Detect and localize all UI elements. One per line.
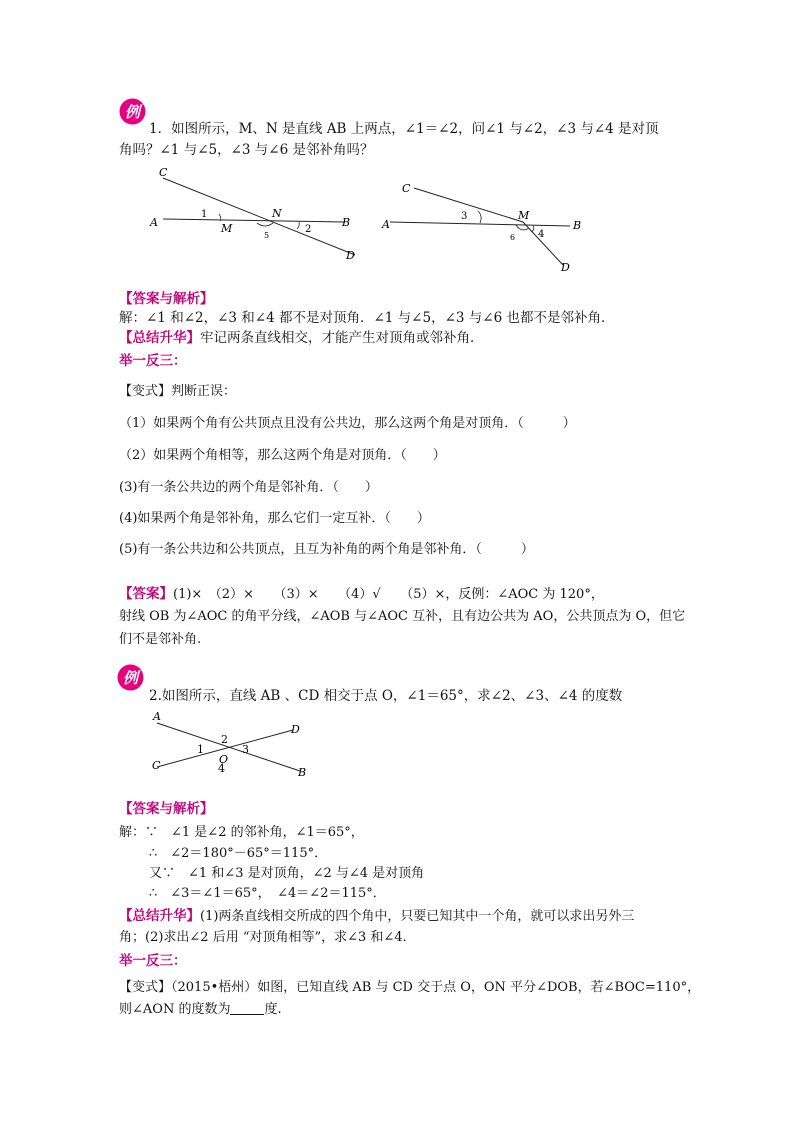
fig2-label-d: D (561, 261, 570, 274)
ex2-question: 2.如图所示，直线 AB 、CD 相交于点 O，∠1＝65°，求∠2、∠3、∠4 的度数 (149, 688, 623, 704)
ex2-variant-line1 (119, 978, 700, 998)
line-cd (163, 178, 355, 255)
ex1-summary-tag: 【总结升华】 (119, 330, 200, 346)
fig2-angle-4: 4 (538, 229, 545, 240)
ex2-label-d: D (291, 723, 300, 736)
ex2-label-c: C (152, 759, 161, 772)
ex1-answer-heading: 【答案与解析】 (119, 291, 214, 307)
ex1-item-1: （1）如果两个角有公共顶点且没有公共边，那么这两个角是对顶角．（ ） (119, 416, 576, 431)
badge-char-2: 例 (122, 669, 139, 687)
fig2-angle-3: 3 (461, 211, 468, 222)
ex1-item-2: （2）如果两个角相等，那么这两个角是对顶角．（ ） (119, 448, 446, 463)
fig2-label-c: C (402, 182, 411, 195)
fig1-label-b: B (342, 216, 351, 229)
ex1-variants-heading: 举一反三： (119, 353, 187, 369)
fig1-label-m: M (221, 222, 233, 235)
ex2-variant-line2 (119, 1000, 282, 1020)
ex2-summary-tag: 【总结升华】 (119, 908, 200, 924)
fig1-label-n: N (272, 207, 282, 220)
ex2-variant-line2-b: 度. (264, 1002, 282, 1017)
fig1-label-a: A (150, 216, 158, 229)
fig2-label-a: A (382, 218, 390, 231)
ex1-summary (119, 328, 484, 348)
ex2-label-o: O (219, 753, 229, 766)
ex1-answer2-line2: 射线 OB 为∠AOC 的角平分线，∠AOB 与∠AOC 互补，且有边公共为 AO，公共顶点为 O，但它 (119, 609, 686, 624)
fig1-label-c: C (159, 166, 168, 179)
example-badge-icon-2 (117, 664, 144, 691)
ex2-label-b: B (298, 766, 307, 779)
ex1-figure-right (378, 178, 588, 278)
ex2-summary-line1 (119, 906, 634, 927)
ex1-variant-title (119, 382, 236, 402)
ex1-item-3: (3)有一条公共边的两个角是邻补角．（ ） (119, 480, 378, 495)
ex2-label-a: A (153, 710, 161, 723)
ex2-variants-heading: 举一反三： (119, 953, 187, 969)
ex2-sol-4: ∴ ∠3＝∠1＝65°， ∠4＝∠2＝115°． (149, 886, 386, 901)
ex1-answer2-line3: 们不是邻补角. (119, 632, 202, 647)
ex1-question-line2: 角吗？∠1 与∠5，∠3 与∠6 是邻补角吗？ (119, 142, 374, 158)
line-ab (163, 219, 345, 222)
fig2-label-m: M (518, 209, 530, 222)
badge-char: 例 (124, 103, 141, 121)
fig1-angle-2: 2 (305, 224, 312, 235)
ex2-angle-2: 2 (221, 733, 228, 746)
ex1-answer2-line1 (119, 584, 604, 605)
line-cm (414, 188, 523, 222)
example-badge-icon (119, 98, 146, 125)
ex2-summary-line1-text: (1)两条直线相交所成的四个角中，只要已知其中一个角，就可以求出另外三 (200, 909, 635, 924)
ex2-sol-2: ∴ ∠2＝180°－65°＝115°． (149, 846, 328, 861)
ex2-sol-1: 解：∵ ∠1 是∠2 的邻补角，∠1＝65°， (119, 825, 364, 840)
fig1-angle-1: 1 (201, 209, 208, 220)
example-badge (119, 98, 146, 125)
ex1-question-line1: 1．如图所示，M、N 是直线 AB 上两点，∠1＝∠2，问∠1 与∠2，∠3 与∠4 是对顶 (149, 121, 659, 137)
fig2-label-b: B (573, 219, 582, 232)
ex1-summary-text: 牢记两条直线相交，才能产生对顶角或邻补角． (200, 330, 484, 346)
ex2-angle-1: 1 (197, 743, 204, 756)
example-badge-2 (117, 664, 144, 691)
ex1-answer: 解：∠1 和∠2，∠3 和∠4 都不是对顶角．∠1 与∠5，∠3 与∠6 也都不是邻补角． (119, 310, 615, 326)
ex1-answer2-line1-text: (1)× （2）× （3）× （4）√ （5）×，反例：∠AOC 为 120°， (173, 587, 604, 602)
ex1-item-5: (5)有一条公共边和公共顶点，且互为补角的两个角是邻补角．（ ） (119, 542, 534, 557)
fig2-angle-6: 6 (510, 233, 516, 242)
ex2-summary-line2: 角；(2)求出∠2 后用 “对顶角相等”，求∠3 和∠4． (119, 930, 416, 945)
ex1-variant-tag: 【变式】 (119, 384, 172, 399)
ex1-item-4: (4)如果两个角是邻补角，那么它们一定互补．（ ） (119, 511, 430, 526)
ex2-variant-line1-text: （2015•梧州）如图，已知直线 AB 与 CD 交于点 O，ON 平分∠DOB，若∠BOC=110°， (171, 980, 701, 995)
ex1-figure-left (145, 163, 360, 263)
fig1-label-d: D (346, 249, 355, 262)
ex2-variant-line2-a: 则∠AON 的度数为 (119, 1002, 231, 1017)
ex1-answer2-tag: 【答案】 (119, 586, 173, 602)
ex2-sol-3: 又∵ ∠1 和∠3 是对顶角，∠2 与∠4 是对顶角 (149, 866, 425, 881)
ex2-figure (145, 705, 325, 787)
answer-blank (230, 1000, 264, 1015)
ex2-answer-heading: 【答案与解析】 (119, 801, 214, 817)
ex2-angle-4: 4 (218, 762, 225, 775)
ex2-variant-tag: 【变式】 (119, 980, 172, 995)
fig1-angle-5: 5 (264, 231, 270, 240)
line-ab-ex2 (157, 723, 300, 771)
ex1-variant-title-text: 判断正误： (171, 384, 237, 399)
ex2-angle-3: 3 (242, 743, 249, 756)
